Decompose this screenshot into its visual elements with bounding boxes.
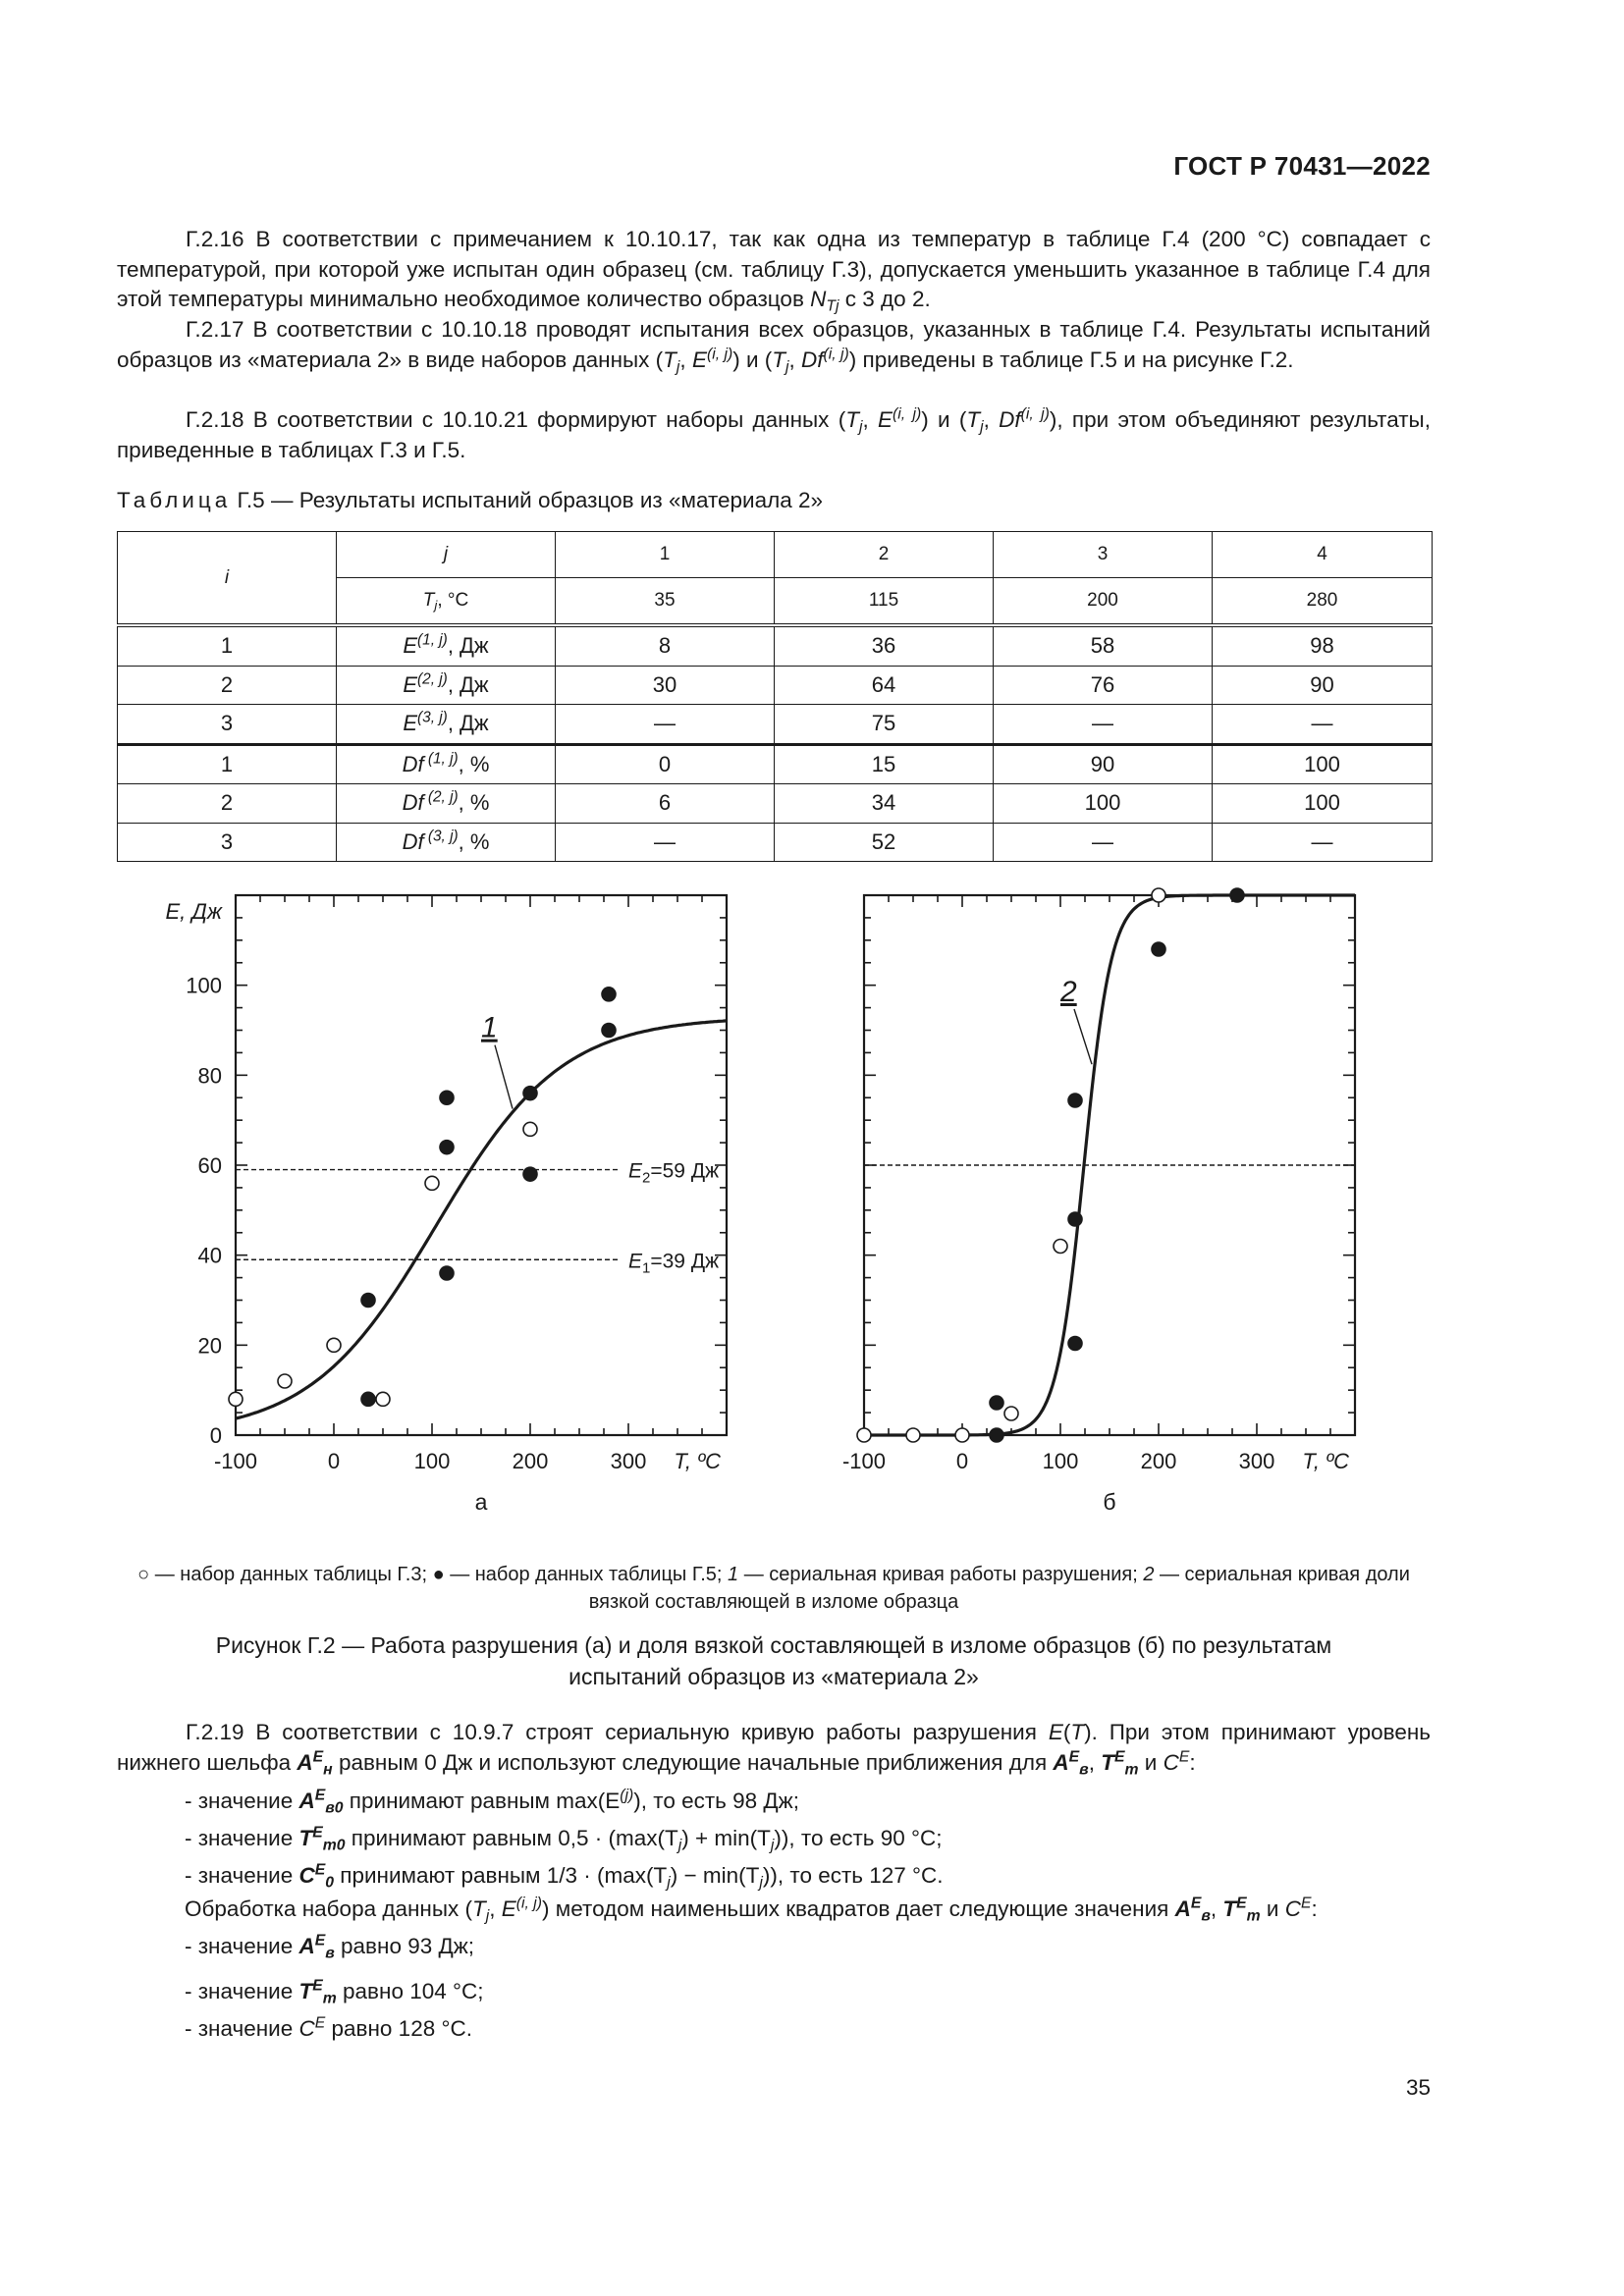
cell-value: — bbox=[1213, 705, 1433, 745]
header-j-1: 1 bbox=[556, 532, 775, 578]
paragraph-g2-16 bbox=[117, 225, 1431, 315]
cell-value: 98 bbox=[1213, 625, 1433, 666]
data-point-open bbox=[523, 1122, 537, 1136]
header-t-3: 200 bbox=[994, 578, 1213, 626]
cell-i: 1 bbox=[118, 744, 337, 784]
data-point-open bbox=[376, 1392, 390, 1406]
cell-quantity: E$^{(2, j)}$, Дж bbox=[337, 666, 556, 705]
data-point-filled bbox=[1230, 888, 1244, 902]
reference-line-label: $E_1=39$ Дж bbox=[628, 1250, 720, 1277]
figure-caption-line-1: Рисунок Г.2 — Работа разрушения (а) и доля вязкой составляющей в изломе образцов (б) по результатам bbox=[215, 1632, 1332, 1658]
bullet-t-m0: - значение $T^E_{m0}$ принимают равным $0,5 \cdot (\max(T_j) + \min(T_j))$, то есть 90 °C; bbox=[185, 1824, 943, 1854]
cell-value: 64 bbox=[775, 666, 994, 705]
data-point-open bbox=[955, 1428, 969, 1442]
cell-value: 76 bbox=[994, 666, 1213, 705]
figure-legend bbox=[117, 1561, 1431, 1616]
data-point-filled bbox=[990, 1428, 1003, 1442]
cell-quantity: E$^{(3, j)}$, Дж bbox=[337, 705, 556, 745]
legend-curve-2-text: — сериальная кривая доли вязкой составляющей в изломе образца bbox=[588, 1564, 1410, 1613]
chart-title: а bbox=[474, 1489, 488, 1515]
bullet-c-0: - значение $C^E_0$ принимают равным $1/3 \cdot (\max(T_j) - \min(T_j))$, то есть 127 °C. bbox=[185, 1861, 944, 1892]
data-point-open bbox=[857, 1428, 871, 1442]
cell-quantity: Df $^{(2, j)}$, % bbox=[337, 784, 556, 824]
legend-curve-2-num: 2 bbox=[1143, 1564, 1155, 1585]
data-point-filled bbox=[361, 1294, 375, 1308]
x-tick-label: 200 bbox=[1140, 1449, 1177, 1473]
cell-value: 90 bbox=[1213, 666, 1433, 705]
header-i: i bbox=[118, 532, 337, 626]
header-j-4: 4 bbox=[1213, 532, 1433, 578]
y-tick-label: 60 bbox=[197, 1153, 222, 1178]
x-tick-label: 300 bbox=[1238, 1449, 1275, 1473]
y-tick-label: 40 bbox=[197, 1243, 222, 1268]
figure-caption-line-2: испытаний образцов из «материала 2» bbox=[568, 1664, 979, 1689]
curve-label-leader bbox=[1074, 1009, 1092, 1064]
processing-line: Обработка набора данных ($T_j$, E$^{(i, j)}$) методом наименьших квадратов дает следующие значения $A^E_в$, $T^E_m$ и $C^E$: bbox=[185, 1895, 1318, 1925]
data-point-filled bbox=[1068, 1212, 1082, 1226]
data-point-open bbox=[425, 1176, 439, 1190]
fitted-curve bbox=[236, 1021, 727, 1418]
paragraph-g2-18: Г.2.18 В соответствии с 10.10.21 формируют наборы данных ($T_j$, E$^{(i, j)}$) и ($T_j$, Df$^{(i, j)}$), при этом объединяют результаты, приведенные в таблицах Г.3 и Г.5. bbox=[117, 405, 1431, 462]
data-point-open bbox=[1004, 1407, 1018, 1420]
data-point-filled bbox=[602, 988, 616, 1001]
y-tick-label: 20 bbox=[197, 1333, 222, 1359]
table-row bbox=[118, 666, 1433, 705]
table-caption-text: Г.5 — Результаты испытаний образцов из «материала 2» bbox=[231, 488, 824, 512]
x-tick-label: 300 bbox=[610, 1449, 647, 1473]
cell-value: — bbox=[556, 705, 775, 745]
document-id: ГОСТ Р 70431—2022 bbox=[1173, 151, 1431, 181]
curve-label-leader bbox=[495, 1045, 513, 1109]
cell-value: 6 bbox=[556, 784, 775, 824]
p218-tail: ), при этом объединяют результаты, приведенные в таблицах Г.3 и Г.5. bbox=[117, 407, 1431, 462]
data-point-open bbox=[1054, 1240, 1067, 1254]
cell-i: 2 bbox=[118, 784, 337, 824]
table-row bbox=[118, 823, 1433, 862]
table-row bbox=[118, 705, 1433, 745]
cell-value: 100 bbox=[1213, 744, 1433, 784]
data-point-filled bbox=[440, 1141, 454, 1154]
y-tick-label: 0 bbox=[209, 1423, 222, 1448]
x-axis-label: T, ºC bbox=[1302, 1449, 1349, 1473]
p216-symbol: N bbox=[810, 287, 827, 312]
cell-i: 3 bbox=[118, 705, 337, 745]
data-point-open bbox=[906, 1428, 920, 1442]
data-point-filled bbox=[523, 1167, 537, 1181]
x-tick-label: 200 bbox=[512, 1449, 549, 1473]
table-header-row-j bbox=[118, 532, 1433, 578]
y-axis-label: E, Дж bbox=[165, 899, 222, 924]
header-t-2: 115 bbox=[775, 578, 994, 626]
table-caption bbox=[117, 488, 823, 513]
x-tick-label: 0 bbox=[327, 1449, 341, 1473]
cell-value: 100 bbox=[994, 784, 1213, 824]
legend-curve-1-text: — сериальная кривая работы разрушения; bbox=[738, 1564, 1144, 1585]
result-a-v: - значение $A^E_в$ равно 93 Дж; bbox=[185, 1932, 475, 1962]
x-tick-label: 100 bbox=[1042, 1449, 1079, 1473]
cell-value: — bbox=[994, 823, 1213, 862]
data-point-open bbox=[327, 1338, 341, 1352]
data-point-open bbox=[1152, 888, 1165, 902]
cell-value: 0 bbox=[556, 744, 775, 784]
data-point-filled bbox=[523, 1087, 537, 1100]
y-tick-label: 100 bbox=[186, 973, 222, 998]
cell-value: 8 bbox=[556, 625, 775, 666]
cell-quantity: Df $^{(1, j)}$, % bbox=[337, 744, 556, 784]
chart-energy bbox=[165, 883, 766, 1522]
chart-title: б bbox=[1103, 1489, 1116, 1515]
data-point-filled bbox=[602, 1024, 616, 1038]
header-t-4: 280 bbox=[1213, 578, 1433, 626]
data-point-filled bbox=[1068, 1337, 1082, 1351]
p216-tail: с 3 до 2. bbox=[839, 287, 931, 312]
legend-open: ○ — набор данных таблицы Г.3; bbox=[137, 1564, 433, 1585]
cell-value: 52 bbox=[775, 823, 994, 862]
data-point-filled bbox=[440, 1091, 454, 1104]
x-tick-label: 0 bbox=[955, 1449, 969, 1473]
cell-quantity: E$^{(1, j)}$, Дж bbox=[337, 625, 556, 666]
cell-value: — bbox=[1213, 823, 1433, 862]
page-number: 35 bbox=[1405, 2075, 1431, 2100]
paragraph-g2-17: Г.2.17 В соответствии с 10.10.18 проводят испытания всех образцов, указанных в таблице Г.4. Результаты испытаний образцов из «материала 2» в виде наборов данных ($T_j$, E$^{(i, j)}$) и ($T_j$, Df$^{(i, j)}$) приведены в таблице Г.5 и на рисунке Г.2. bbox=[117, 317, 1431, 376]
legend-curve-1-num: 1 bbox=[728, 1564, 739, 1585]
header-tj: $T_j$, °C bbox=[337, 578, 556, 626]
table-row bbox=[118, 625, 1433, 666]
cell-value: 58 bbox=[994, 625, 1213, 666]
p219-a: Г.2.19 В соответствии с 10.9.7 строят сериальную кривую работы разрушения bbox=[186, 1720, 1049, 1744]
p216-text: Г.2.16 В соответствии с примечанием к 10.10.17, так как одна из температур в таблице Г.4 (200 °C) совпадает с температурой, при которой уже испытан один образец (см. таблицу Г.3), допускается уменьшить указанное в таблице Г.4 для этой температуры минимально необходимое количество образцов bbox=[117, 227, 1431, 312]
header-t-1: 35 bbox=[556, 578, 775, 626]
results-table bbox=[117, 531, 1433, 862]
data-point-filled bbox=[1068, 1094, 1082, 1107]
cell-i: 3 bbox=[118, 823, 337, 862]
p217-tail: ) приведены в таблице Г.5 и на рисунке Г.2. bbox=[848, 347, 1294, 372]
data-point-open bbox=[278, 1374, 292, 1388]
cell-quantity: Df $^{(3, j)}$, % bbox=[337, 823, 556, 862]
paragraph-g2-19: Г.2.19 В соответствии с 10.9.7 строят сериальную кривую работы разрушения E(T). При этом принимают уровень нижнего шельфа $A^E_н$ равным 0 Дж и используют следующие начальные приближения для $A^E_в$, $T^E_m$ и $C^E$: bbox=[117, 1720, 1431, 1779]
reference-line-label: $E_2=59$ Дж bbox=[628, 1159, 720, 1187]
chart-ductile-fraction bbox=[805, 883, 1394, 1522]
legend-filled: ● — набор данных таблицы Г.5; bbox=[432, 1564, 729, 1585]
table-row bbox=[118, 744, 1433, 784]
y-tick-label: 80 bbox=[197, 1063, 222, 1089]
result-t-m: - значение $T^E_m$ равно 104 °C; bbox=[185, 1977, 484, 2007]
p216-subscript: Tj bbox=[826, 297, 839, 315]
header-j-2: 2 bbox=[775, 532, 994, 578]
p219-b: . При этом принимают уровень нижнего шельфа bbox=[117, 1720, 1431, 1775]
header-j-3: 3 bbox=[994, 532, 1213, 578]
x-tick-label: -100 bbox=[841, 1449, 887, 1473]
p217-text: Г.2.17 В соответствии с 10.10.18 проводят испытания всех образцов, указанных в таблице Г.4. Результаты испытаний образцов из «материала 2» в виде наборов данных ( bbox=[117, 317, 1431, 372]
header-j: j bbox=[337, 532, 556, 578]
figure-caption bbox=[117, 1629, 1431, 1692]
p219-e: : bbox=[1189, 1749, 1196, 1775]
cell-value: 30 bbox=[556, 666, 775, 705]
cell-value: — bbox=[556, 823, 775, 862]
cell-value: 75 bbox=[775, 705, 994, 745]
cell-value: — bbox=[994, 705, 1213, 745]
data-point-open bbox=[229, 1392, 243, 1406]
curve-label: 2 bbox=[1060, 976, 1077, 1008]
p218-text: Г.2.18 В соответствии с 10.10.21 формируют наборы данных ( bbox=[186, 407, 846, 432]
cell-value: 36 bbox=[775, 625, 994, 666]
cell-i: 1 bbox=[118, 625, 337, 666]
result-c: - значение $C^E$ равно 128 °C. bbox=[185, 2014, 472, 2041]
p219-d: и bbox=[1138, 1749, 1164, 1775]
p219-c: равным 0 Дж и используют следующие начальные приближения для bbox=[332, 1749, 1054, 1775]
cell-value: 34 bbox=[775, 784, 994, 824]
data-point-filled bbox=[990, 1396, 1003, 1410]
x-axis-label: T, ºC bbox=[674, 1449, 721, 1473]
data-point-filled bbox=[440, 1266, 454, 1280]
cell-value: 100 bbox=[1213, 784, 1433, 824]
x-tick-label: -100 bbox=[213, 1449, 258, 1473]
table-row bbox=[118, 784, 1433, 824]
bullet-a-b0: - значение $A^E_{в0}$ принимают равным $\max(E^{(j)})$, то есть 98 Дж; bbox=[185, 1787, 799, 1817]
data-point-filled bbox=[361, 1392, 375, 1406]
x-tick-label: 100 bbox=[413, 1449, 451, 1473]
table-caption-prefix: Таблица bbox=[117, 488, 232, 512]
cell-value: 15 bbox=[775, 744, 994, 784]
data-point-filled bbox=[1152, 942, 1165, 956]
cell-value: 90 bbox=[994, 744, 1213, 784]
curve-label: 1 bbox=[481, 1011, 498, 1044]
cell-i: 2 bbox=[118, 666, 337, 705]
